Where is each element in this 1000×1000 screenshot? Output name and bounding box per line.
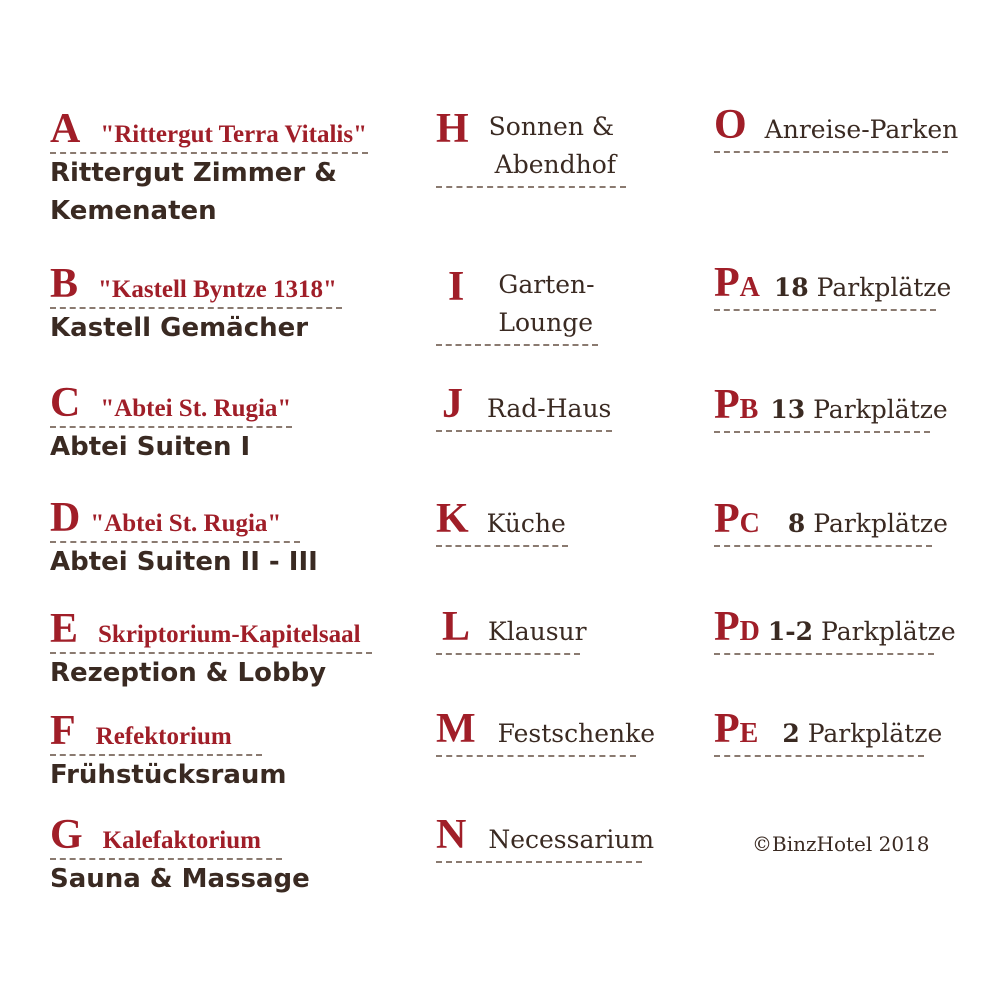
dashed-underline [714, 309, 936, 311]
entry-label: Lounge [498, 308, 594, 337]
entry-letter: N [436, 812, 467, 858]
dashed-underline [714, 755, 924, 757]
entry-label: Parkplätze [821, 617, 956, 646]
parking-count: 18 [773, 273, 809, 302]
legend-entry-n [436, 814, 654, 863]
entry-label: Festschenke [497, 719, 656, 748]
legend-entry-pa [714, 262, 951, 311]
entry-label: Necessarium [488, 825, 655, 854]
parking-count: 1-2 [767, 617, 814, 646]
legend-entry-f [50, 710, 287, 794]
entry-label: Parkplätze [816, 273, 952, 302]
entry-letter: J [442, 381, 463, 427]
entry-description: Rezeption & Lobby [50, 658, 327, 688]
legend-entry-j [436, 383, 612, 432]
parking-count: 2 [782, 719, 800, 748]
legend-entry-m [436, 708, 655, 757]
dashed-underline [714, 431, 930, 433]
entry-letter: PB [714, 382, 759, 428]
legend-entry-b [50, 263, 342, 347]
entry-label: Rad-Haus [487, 394, 612, 423]
entry-description: Kemenaten [50, 196, 217, 226]
entry-title: Refektorium [95, 723, 232, 750]
entry-label: Abendhof [494, 150, 617, 179]
entry-letter: O [714, 102, 747, 148]
dashed-underline [436, 186, 626, 188]
entry-label: Klausur [488, 617, 587, 646]
legend-entry-a [50, 108, 368, 230]
entry-letter: F [50, 708, 76, 754]
entry-letter: M [436, 706, 476, 752]
copyright-text: ©BinzHotel 2018 [752, 832, 930, 856]
dashed-underline [436, 430, 612, 432]
entry-description: Sauna & Massage [50, 864, 310, 894]
entry-title: "Rittergut Terra Vitalis" [100, 121, 367, 148]
dashed-underline [714, 545, 932, 547]
entry-label: Sonnen & [488, 112, 615, 141]
entry-title: "Abtei St. Rugia" [100, 395, 292, 422]
entry-letter: D [50, 495, 81, 541]
legend-entry-e [50, 608, 372, 692]
legend-entry-l [436, 606, 587, 655]
legend-entry-i [436, 266, 598, 346]
legend-entry-pe [714, 708, 942, 757]
entry-label: Parkplätze [807, 719, 943, 748]
entry-label: Parkplätze [813, 509, 948, 538]
entry-letter: G [50, 812, 83, 858]
entry-letter: B [50, 261, 79, 307]
entry-letter: E [50, 606, 79, 652]
entry-letter: L [442, 604, 471, 650]
entry-label: Küche [486, 509, 566, 538]
entry-title: Skriptorium-Kapitelsaal [98, 621, 361, 648]
entry-title: Kalefaktorium [102, 827, 261, 854]
dashed-underline [436, 653, 580, 655]
entry-letter: C [50, 380, 81, 426]
legend-entry-pb [714, 384, 948, 433]
legend-entry-h [436, 108, 626, 188]
legend-entry-pd [714, 606, 956, 655]
entry-letter: PA [714, 260, 760, 306]
legend-entry-o [714, 104, 958, 153]
parking-count: 13 [770, 395, 806, 424]
entry-title: "Kastell Byntze 1318" [98, 276, 337, 303]
dashed-underline [436, 545, 568, 547]
entry-letter: PE [714, 706, 759, 752]
legend-entry-k [436, 498, 568, 547]
legend-entry-c [50, 382, 292, 466]
entry-title: "Abtei St. Rugia" [90, 510, 282, 537]
parking-count: 8 [787, 509, 806, 538]
entry-letter: K [436, 496, 469, 542]
entry-label: Garten- [498, 270, 595, 299]
dashed-underline [714, 653, 934, 655]
legend-entry-d [50, 497, 318, 581]
entry-letter: H [436, 106, 469, 152]
dashed-underline [436, 755, 636, 757]
entry-label: Anreise-Parken [764, 115, 959, 144]
dashed-underline [714, 151, 948, 153]
legend-entry-pc [714, 498, 948, 547]
legend-entry-g [50, 814, 310, 898]
entry-description: Abtei Suiten I [50, 432, 251, 462]
entry-letter: I [448, 264, 465, 310]
entry-description: Frühstücksraum [50, 760, 287, 790]
entry-label: Parkplätze [813, 395, 948, 424]
dashed-underline [436, 344, 598, 346]
entry-letter: PD [714, 604, 760, 650]
entry-letter: A [50, 106, 81, 152]
entry-description: Kastell Gemächer [50, 313, 309, 343]
entry-description: Abtei Suiten II - III [50, 547, 318, 577]
entry-description: Rittergut Zimmer & [50, 158, 337, 188]
dashed-underline [436, 861, 642, 863]
entry-letter: PC [714, 496, 760, 542]
